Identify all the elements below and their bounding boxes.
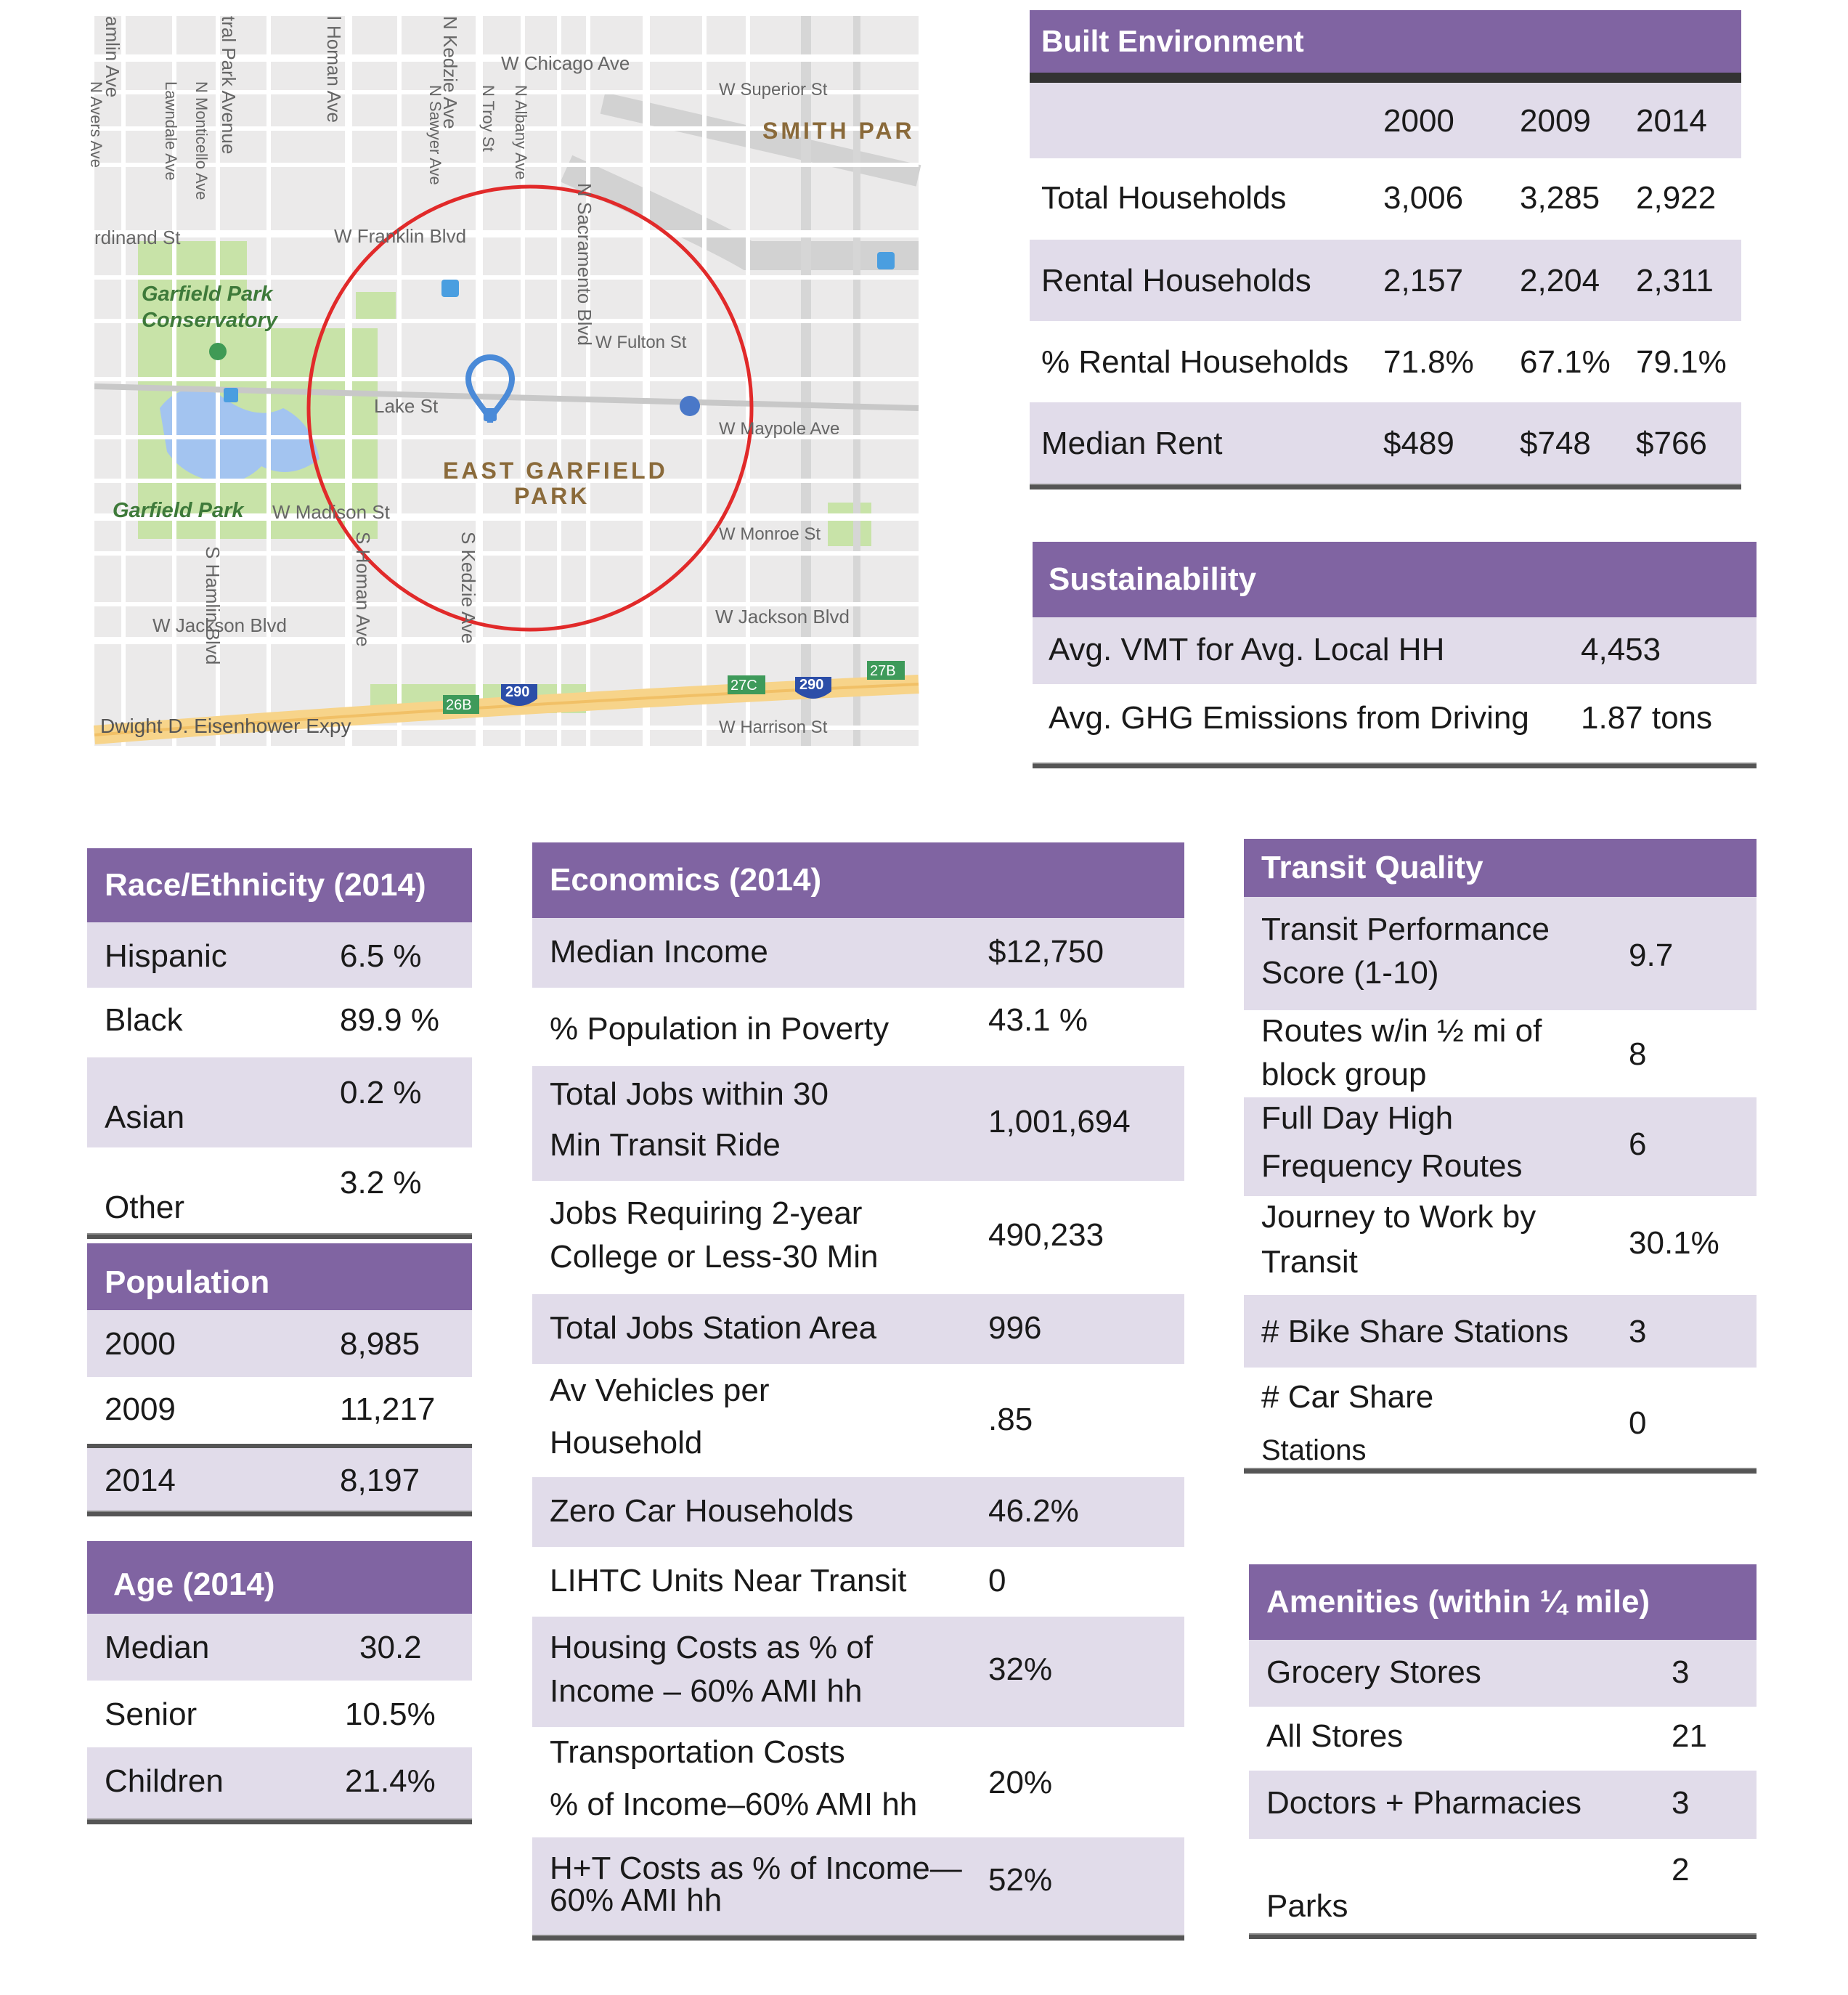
row-value: 30.2 [359, 1630, 422, 1665]
age-title: Age (2014) [87, 1541, 472, 1614]
table-row [87, 922, 472, 988]
park-area [828, 503, 871, 546]
map-label: W Franklin Blvd [334, 225, 467, 247]
row-value: 4,453 [1581, 632, 1661, 667]
cell-2000: 71.8% [1383, 344, 1474, 380]
row-label-line1: # Car Share [1261, 1379, 1434, 1415]
table-row [532, 1477, 1184, 1547]
exit-label: 27C [730, 678, 757, 694]
cell-2000: 3,006 [1383, 180, 1464, 216]
row-value: 10.5% [345, 1697, 436, 1732]
row-label-line2: block group [1261, 1057, 1427, 1092]
map-label: Dwight D. Eisenhower Expy [100, 715, 351, 737]
row-value: 46.2% [988, 1493, 1079, 1529]
row-label-line1: Total Jobs within 30 [550, 1076, 829, 1112]
row-label: Median Income [550, 934, 768, 970]
table-row [1244, 1010, 1757, 1097]
table-row [1030, 240, 1741, 321]
row-label-line2: Frequency Routes [1261, 1148, 1523, 1184]
row-label: Grocery Stores [1266, 1654, 1481, 1690]
map-label: N Monticello Ave [192, 81, 211, 200]
row-label: # Bike Share Stations [1261, 1314, 1569, 1349]
row-value: 30.1% [1629, 1225, 1719, 1261]
amenities-table [1249, 1564, 1757, 1942]
table-row [87, 1747, 472, 1819]
table-row [1249, 1707, 1757, 1771]
bus-icon[interactable] [680, 396, 700, 416]
row-label-line2: Score (1-10) [1261, 955, 1439, 991]
table-row [532, 1617, 1184, 1727]
map-label: W Monroe St [719, 524, 821, 544]
economics-title: Economics (2014) [532, 842, 1184, 918]
row-label: 2014 [105, 1463, 176, 1498]
race-title: Race/Ethnicity (2014) [87, 848, 472, 922]
sustainability-table [1033, 542, 1757, 774]
row-value: 21.4% [345, 1763, 436, 1799]
map-label: W Jackson Blvd [715, 606, 850, 627]
row-label: % Population in Poverty [550, 1011, 890, 1047]
amenities-title: Amenities (within ¼ mile) [1249, 1564, 1757, 1640]
table-row [532, 1547, 1184, 1617]
table-row [1249, 1839, 1757, 1933]
built-environment-table [1030, 10, 1741, 489]
row-label: Parks [1266, 1888, 1348, 1924]
row-label-line1: Routes w/in ½ mi of [1261, 1013, 1542, 1049]
table-row [1244, 1196, 1757, 1295]
table-row [1244, 1295, 1757, 1368]
row-label-line1: Transit Performance [1261, 911, 1550, 947]
row-value: 3 [1672, 1785, 1690, 1821]
row-value: 3 [1629, 1314, 1647, 1349]
row-value: 1.87 tons [1581, 700, 1713, 736]
row-value: 8,985 [340, 1326, 420, 1362]
table-row [87, 1377, 472, 1444]
map-label: rdinand St [94, 227, 181, 248]
cell-2014: 79.1% [1636, 344, 1727, 380]
map-label: l Homan Ave [323, 16, 345, 123]
row-label-line2: Min Transit Ride [550, 1127, 781, 1163]
map-label: amlin Ave [102, 16, 123, 98]
row-label-line2: Transit [1261, 1244, 1358, 1280]
table-row [532, 988, 1184, 1066]
map-label: W Maypole Ave [719, 419, 840, 439]
table-row [532, 1364, 1184, 1477]
row-label: Children [105, 1763, 224, 1799]
table-row [1033, 684, 1757, 760]
row-value: 20% [988, 1765, 1053, 1800]
row-label: Avg. VMT for Avg. Local HH [1049, 632, 1445, 667]
cell-2014: $766 [1636, 426, 1707, 461]
row-label: Total Households [1041, 180, 1287, 216]
row-value: 6 [1629, 1126, 1647, 1162]
row-value: 8,197 [340, 1463, 420, 1498]
station-area-map[interactable] [87, 16, 919, 746]
row-label: Median Rent [1041, 426, 1223, 461]
row-value: 43.1 % [988, 1002, 1088, 1038]
row-label: 2000 [105, 1326, 176, 1362]
cell-2009: 67.1% [1520, 344, 1611, 380]
row-value: $12,750 [988, 934, 1104, 970]
year-header: 2000 [1383, 103, 1454, 139]
table-row [87, 1614, 472, 1681]
map-label: S Homan Ave [352, 532, 374, 647]
row-label: Zero Car Households [550, 1493, 854, 1529]
interstate-label: 290 [799, 677, 824, 693]
row-value: 89.9 % [340, 1002, 439, 1038]
map-label: Garfield Park [113, 499, 244, 522]
train-station-icon[interactable] [441, 280, 459, 297]
row-value: 996 [988, 1310, 1042, 1346]
row-label: Other [105, 1190, 185, 1225]
row-value: 0.2 % [340, 1075, 422, 1110]
row-label-line1: Jobs Requiring 2-year [550, 1195, 863, 1231]
row-value: 8 [1629, 1036, 1647, 1072]
table-row [1244, 1097, 1757, 1196]
row-value: 11,217 [340, 1391, 436, 1427]
table-row [1033, 617, 1757, 684]
table-row [1030, 158, 1741, 240]
row-label: Total Jobs Station Area [550, 1310, 877, 1346]
year-header: 2014 [1636, 103, 1707, 139]
table-row [87, 1681, 472, 1747]
exit-label: 27B [870, 663, 896, 679]
row-label: Asian [105, 1100, 185, 1135]
row-label: Black [105, 1002, 183, 1038]
row-value: 21 [1672, 1718, 1707, 1754]
table-row [532, 1294, 1184, 1364]
transit-quality-table [1244, 839, 1757, 1478]
cell-2000: 2,157 [1383, 263, 1464, 298]
row-label: 2009 [105, 1391, 176, 1427]
table-row [532, 1837, 1184, 1935]
table-row [532, 1181, 1184, 1294]
table-row [87, 1057, 472, 1147]
cell-2014: 2,922 [1636, 180, 1717, 216]
exit-label: 26B [446, 697, 472, 713]
row-value: 3 [1672, 1654, 1690, 1690]
row-label-line2: College or Less-30 Min [550, 1239, 879, 1275]
train-station-icon[interactable] [224, 388, 238, 402]
map-label: N Albany Ave [512, 85, 530, 180]
table-row [87, 988, 472, 1057]
sustainability-title: Sustainability [1033, 542, 1757, 617]
row-value: 490,233 [988, 1217, 1104, 1253]
row-label-line2: % of Income–60% AMI hh [550, 1787, 918, 1822]
park-area [356, 292, 396, 321]
map-label: S Hamlin Blvd [202, 546, 224, 665]
row-label-line2: Stations [1261, 1434, 1367, 1466]
row-value: 0 [1629, 1405, 1647, 1441]
population-title: Population [87, 1243, 472, 1310]
row-value: 2 [1672, 1852, 1690, 1888]
table-row [1249, 1640, 1757, 1707]
cell-2014: 2,311 [1636, 263, 1714, 298]
map-label: W Chicago Ave [501, 52, 630, 74]
park-marker-icon[interactable] [209, 343, 227, 360]
map-label: W Harrison St [719, 718, 828, 737]
table-row [532, 918, 1184, 988]
map-label: Lake St [374, 395, 439, 417]
map-label: Lawndale Ave [162, 81, 180, 181]
map-label: W Jackson Blvd [152, 614, 287, 636]
table-row [1244, 1368, 1757, 1468]
row-label: Doctors + Pharmacies [1266, 1785, 1582, 1821]
table-row [532, 1066, 1184, 1181]
table-row [87, 1310, 472, 1377]
population-table [87, 1243, 472, 1518]
train-icon [484, 408, 497, 421]
map-label: W Fulton St [595, 333, 687, 352]
row-label-line1: Av Vehicles per [550, 1373, 770, 1408]
race-ethnicity-table [87, 848, 472, 1240]
row-value: 52% [988, 1862, 1053, 1898]
built-environment-title: Built Environment [1030, 10, 1741, 73]
row-label: Avg. GHG Emissions from Driving [1049, 700, 1529, 736]
table-row [1030, 402, 1741, 484]
row-label-line1: Housing Costs as % of [550, 1630, 874, 1665]
map-label: N Sawyer Ave [426, 85, 444, 185]
map-label: N Troy St [479, 85, 497, 152]
map-label: W Superior St [719, 80, 828, 99]
cell-2009: $748 [1520, 426, 1591, 461]
cell-2009: 3,285 [1520, 180, 1600, 216]
year-header-row [1030, 83, 1741, 158]
map-label: EAST GARFIELD [443, 458, 668, 484]
row-value: 32% [988, 1651, 1053, 1687]
table-row [1030, 321, 1741, 402]
row-label: LIHTC Units Near Transit [550, 1563, 907, 1598]
row-label-line1: H+T Costs as % of Income— [550, 1850, 962, 1886]
map-label: W Madison St [272, 501, 390, 523]
row-label-line1: Journey to Work by [1261, 1199, 1536, 1235]
rail-yard [566, 168, 919, 256]
economics-table [532, 842, 1184, 1943]
train-station-icon[interactable] [877, 252, 895, 269]
cell-2009: 2,204 [1520, 263, 1600, 298]
row-value: 9.7 [1629, 938, 1674, 973]
row-label: Median [105, 1630, 210, 1665]
row-label-line1: Transportation Costs [550, 1734, 845, 1770]
row-value: 1,001,694 [988, 1104, 1131, 1139]
row-label-line1: Full Day High [1261, 1100, 1454, 1136]
row-value: 6.5 % [340, 938, 422, 974]
row-label: Rental Households [1041, 263, 1311, 298]
row-value: 3.2 % [340, 1165, 422, 1200]
row-label-line2: Household [550, 1425, 703, 1460]
map-label: Garfield Park Conservatory [142, 283, 277, 332]
row-label-line2: Income – 60% AMI hh [550, 1673, 863, 1709]
row-label: All Stores [1266, 1718, 1404, 1754]
cell-2000: $489 [1383, 426, 1454, 461]
interstate-label: 290 [505, 684, 530, 700]
map-label: N Avers Ave [87, 81, 105, 168]
row-value: .85 [988, 1402, 1033, 1437]
row-value: 0 [988, 1563, 1006, 1598]
row-label-line2: 60% AMI hh [550, 1882, 722, 1918]
row-label: Senior [105, 1697, 198, 1732]
table-row [87, 1147, 472, 1235]
map-label: tral Park Avenue [218, 16, 240, 155]
table-row [1244, 897, 1757, 1010]
transit-title: Transit Quality [1244, 839, 1757, 897]
row-label: Hispanic [105, 938, 227, 974]
map-label: N Kedzie Ave [439, 16, 461, 129]
map-label: S Kedzie Ave [457, 532, 479, 644]
table-row [1249, 1771, 1757, 1839]
age-table [87, 1541, 472, 1832]
table-row [87, 1448, 472, 1511]
map-label: N Sacramento Blvd [574, 183, 595, 346]
year-header: 2009 [1520, 103, 1591, 139]
map-label: SMITH PAR [762, 118, 915, 144]
row-label: % Rental Households [1041, 344, 1349, 380]
table-row [532, 1727, 1184, 1837]
map-label: PARK [514, 483, 590, 509]
